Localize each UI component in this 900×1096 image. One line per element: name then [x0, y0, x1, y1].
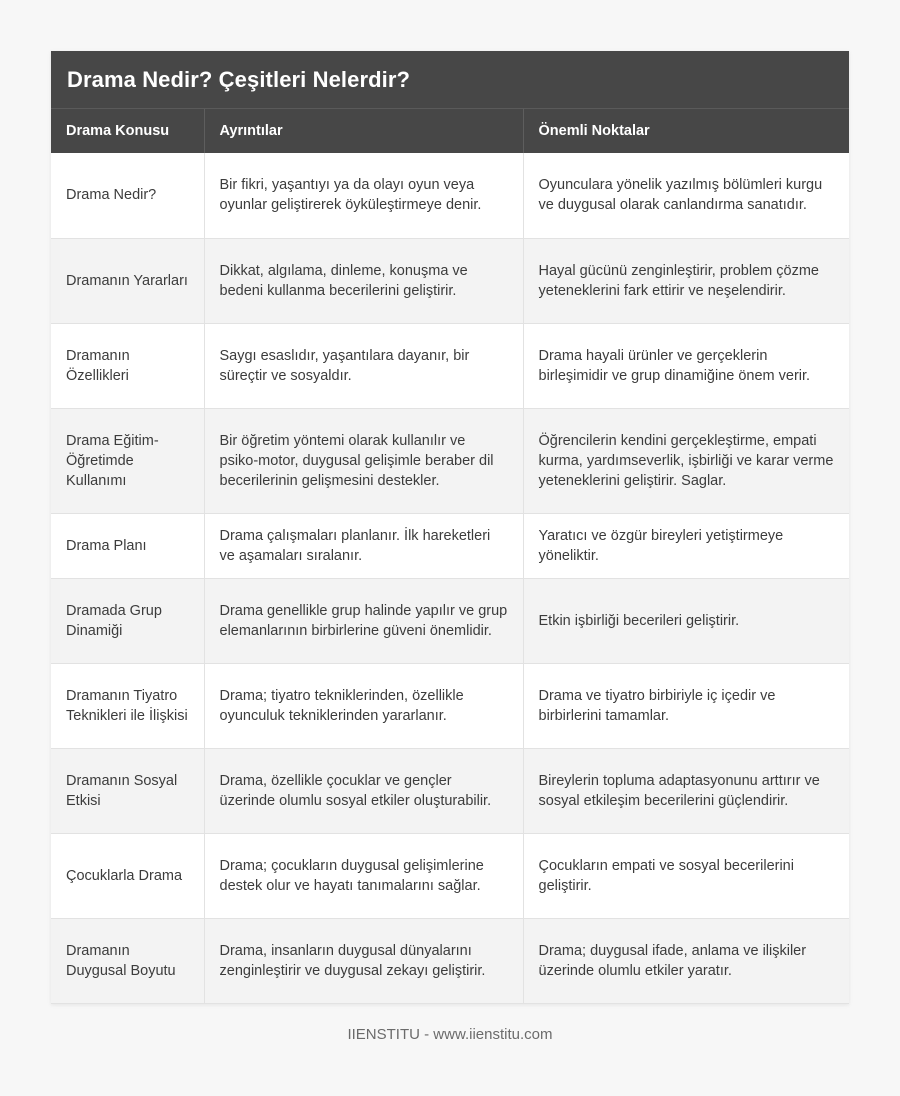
cell-topic: Drama Planı — [51, 513, 204, 578]
cell-notes: Drama; duygusal ifade, anlama ve ilişkiler üzerinde olumlu etkiler yaratır. — [523, 918, 849, 1003]
cell-details: Bir fikri, yaşantıyı ya da olayı oyun veya oyunlar geliştirerek öyküleştirmeye denir. — [204, 153, 523, 238]
cell-details: Drama; tiyatro tekniklerinden, özellikle oyunculuk tekniklerinden yararlanır. — [204, 663, 523, 748]
cell-notes: Drama ve tiyatro birbiriyle iç içedir ve birbirlerini tamamlar. — [523, 663, 849, 748]
cell-notes: Öğrencilerin kendini gerçekleştirme, empati kurma, yardımseverlik, işbirliği ve karar verme yeteneklerini geliştirir. Saglar. — [523, 408, 849, 513]
table-row — [51, 513, 849, 578]
table-row — [51, 833, 849, 918]
cell-notes: Drama hayali ürünler ve gerçeklerin birleşimidir ve grup dinamiğine önem verir. — [523, 323, 849, 408]
table-row — [51, 663, 849, 748]
table-row — [51, 918, 849, 1003]
cell-topic: Drama Eğitim-Öğretimde Kullanımı — [51, 408, 204, 513]
table-row — [51, 238, 849, 323]
table-row — [51, 323, 849, 408]
table-card — [51, 51, 849, 1004]
cell-details: Saygı esaslıdır, yaşantılara dayanır, bir süreçtir ve sosyaldır. — [204, 323, 523, 408]
cell-topic: Dramada Grup Dinamiği — [51, 578, 204, 663]
cell-topic: Çocuklarla Drama — [51, 833, 204, 918]
cell-topic: Dramanın Yararları — [51, 238, 204, 323]
column-header-notes: Önemli Noktalar — [523, 109, 849, 153]
cell-notes: Çocukların empati ve sosyal becerilerini geliştirir. — [523, 833, 849, 918]
cell-topic: Dramanın Duygusal Boyutu — [51, 918, 204, 1003]
cell-details: Drama, insanların duygusal dünyalarını zenginleştirir ve duygusal zekayı geliştirir. — [204, 918, 523, 1003]
cell-details: Dikkat, algılama, dinleme, konuşma ve bedeni kullanma becerilerini geliştirir. — [204, 238, 523, 323]
cell-details: Drama çalışmaları planlanır. İlk hareketleri ve aşamaları sıralanır. — [204, 513, 523, 578]
column-header-topic: Drama Konusu — [51, 109, 204, 153]
cell-notes: Bireylerin topluma adaptasyonunu arttırır ve sosyal etkileşim becerilerini güçlendirir. — [523, 748, 849, 833]
cell-topic: Dramanın Özellikleri — [51, 323, 204, 408]
cell-notes: Oyunculara yönelik yazılmış bölümleri kurgu ve duygusal olarak canlandırma sanatıdır. — [523, 153, 849, 238]
table-row — [51, 578, 849, 663]
footer-credit: IIENSTITU - www.iienstitu.com — [347, 1026, 553, 1043]
cell-topic: Dramanın Tiyatro Teknikleri ile İlişkisi — [51, 663, 204, 748]
cell-topic: Drama Nedir? — [51, 153, 204, 238]
cell-notes: Hayal gücünü zenginleştirir, problem çözme yeteneklerini fark ettirir ve neşelendirir. — [523, 238, 849, 323]
table-row — [51, 748, 849, 833]
table-title-bar — [51, 51, 849, 109]
cell-details: Drama, özellikle çocuklar ve gençler üzerinde olumlu sosyal etkiler oluşturabilir. — [204, 748, 523, 833]
table-header — [51, 109, 849, 153]
cell-notes: Yaratıcı ve özgür bireyleri yetiştirmeye yöneliktir. — [523, 513, 849, 578]
table-row — [51, 408, 849, 513]
table-title: Drama Nedir? Çeşitleri Nelerdir? — [67, 66, 411, 92]
cell-topic: Dramanın Sosyal Etkisi — [51, 748, 204, 833]
table-body — [51, 153, 849, 1003]
cell-details: Bir öğretim yöntemi olarak kullanılır ve psiko-motor, duygusal gelişimle beraber dil becerilerinin gelişmesini destekler. — [204, 408, 523, 513]
cell-details: Drama; çocukların duygusal gelişimlerine destek olur ve hayatı tanımalarını sağlar. — [204, 833, 523, 918]
column-header-details: Ayrıntılar — [204, 109, 523, 153]
drama-table — [51, 109, 849, 1004]
cell-notes: Etkin işbirliği becerileri geliştirir. — [523, 578, 849, 663]
cell-details: Drama genellikle grup halinde yapılır ve grup elemanlarının birbirlerine güveni önemlidir. — [204, 578, 523, 663]
table-row — [51, 153, 849, 238]
